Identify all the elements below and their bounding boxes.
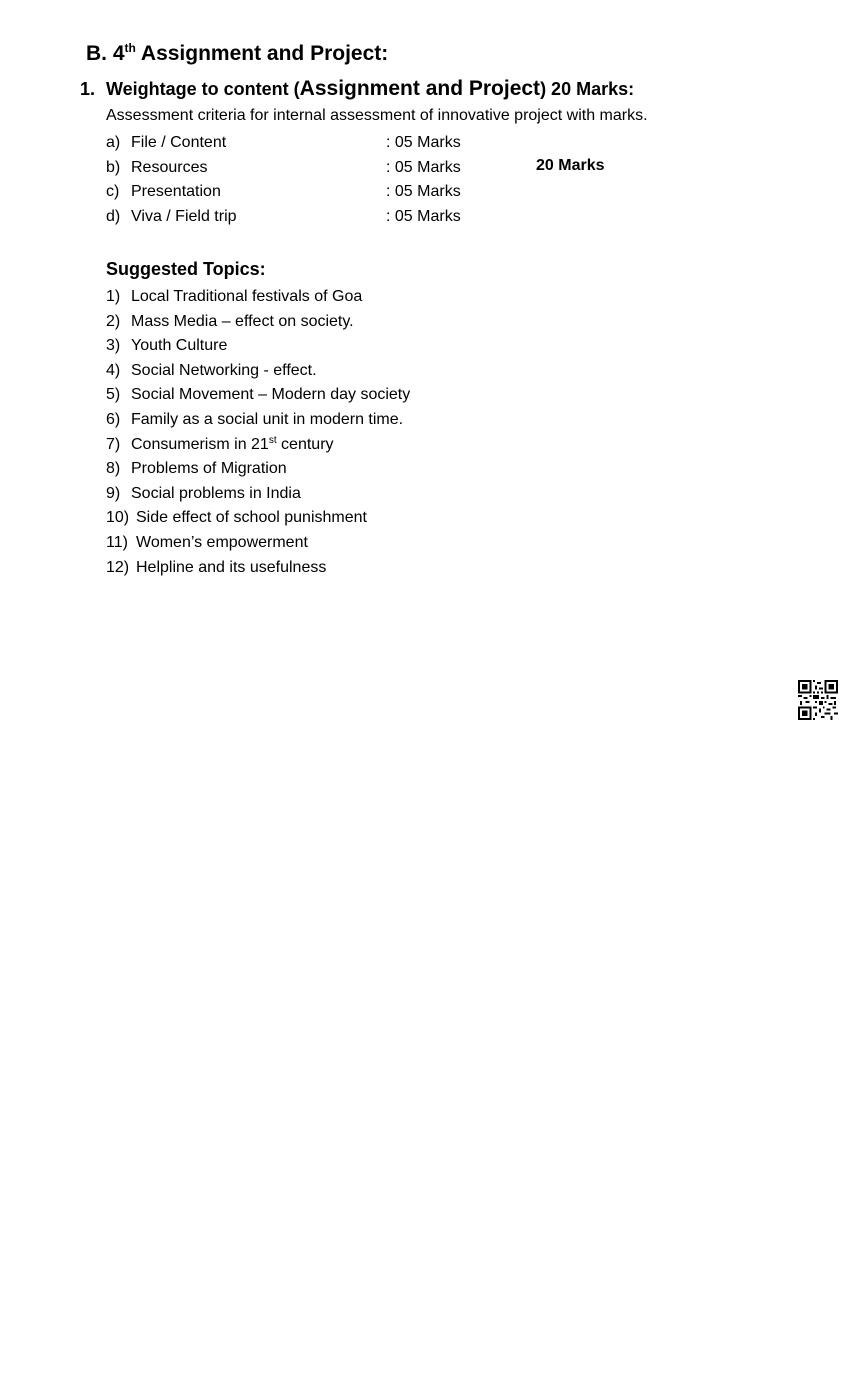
criteria-letter: d) (106, 207, 121, 225)
topic-number: 6) (106, 410, 121, 428)
topic-item (106, 458, 606, 483)
topic-text: Helpline and its usefulness (136, 558, 327, 576)
total-marks: 20 Marks (536, 157, 605, 174)
topic-number: 10) (106, 509, 130, 527)
topic-text (131, 434, 334, 455)
topic-item (106, 483, 606, 508)
topic-text-before: Consumerism in 21 (131, 435, 269, 453)
criteria-intro: Assessment criteria for internal assessment of innovative project with marks. (106, 107, 648, 124)
topic-text: Social Networking - effect. (131, 361, 317, 379)
topic-item (106, 384, 606, 409)
topic-item (106, 286, 606, 311)
criteria-label: Viva / Field trip (131, 207, 237, 225)
topic-text: Youth Culture (131, 337, 228, 355)
topic-text: Problems of Migration (131, 460, 287, 478)
topic-number: 1) (106, 288, 121, 305)
topic-number: 2) (106, 312, 121, 330)
topic-number: 7) (106, 435, 121, 453)
criteria-letter: c) (106, 183, 120, 201)
criteria-label: Resources (131, 158, 208, 176)
topic-text: Mass Media – effect on society. (131, 312, 354, 330)
section-heading (86, 42, 388, 66)
criteria-marks: : 05 Marks (386, 134, 461, 151)
topic-number: 4) (106, 361, 121, 379)
criteria-item (106, 181, 666, 206)
section-prefix: B. 4 (86, 42, 125, 65)
topic-item (106, 434, 606, 459)
topic-superscript: st (268, 434, 277, 446)
topic-item (106, 409, 606, 434)
qr-code-icon (798, 680, 838, 720)
topic-item (106, 335, 606, 360)
topic-item (106, 311, 606, 336)
section-title: Assignment and Project: (135, 42, 389, 65)
criteria-letter: b) (106, 158, 121, 176)
weightage-text-after: ) 20 Marks: (540, 79, 635, 99)
topic-text: Women’s empowerment (136, 533, 308, 551)
topic-number: 8) (106, 460, 121, 478)
topic-item (106, 507, 606, 532)
criteria-marks: : 05 Marks (386, 183, 461, 201)
topic-item (106, 360, 606, 385)
topic-text: Local Traditional festivals of Goa (131, 288, 363, 305)
section-superscript: th (124, 41, 136, 55)
criteria-item (106, 132, 666, 157)
topic-item (106, 557, 606, 582)
criteria-marks: : 05 Marks (386, 158, 461, 176)
topic-text-after: century (276, 435, 334, 453)
weightage-text-big: Assignment and Project (299, 77, 541, 100)
criteria-letter: a) (106, 134, 121, 151)
topics-heading: Suggested Topics: (106, 259, 266, 279)
topic-number: 5) (106, 386, 121, 404)
topic-text: Social Movement – Modern day society (131, 386, 411, 404)
topic-number: 9) (106, 484, 121, 502)
criteria-marks: : 05 Marks (386, 207, 461, 225)
criteria-item (106, 206, 666, 231)
weightage-number: 1. (80, 79, 96, 99)
topic-number: 3) (106, 337, 121, 355)
topic-text: Family as a social unit in modern time. (131, 410, 404, 428)
weightage-heading (80, 77, 634, 101)
topic-text: Side effect of school punishment (136, 509, 367, 527)
criteria-list (106, 132, 666, 230)
criteria-label: File / Content (131, 134, 227, 151)
topics-list (106, 286, 606, 581)
topic-item (106, 532, 606, 557)
weightage-text-before: Weightage to content ( (106, 79, 300, 99)
topic-text: Social problems in India (131, 484, 301, 502)
criteria-label: Presentation (131, 183, 221, 201)
topic-number: 11) (106, 533, 128, 551)
topic-number: 12) (106, 558, 130, 576)
